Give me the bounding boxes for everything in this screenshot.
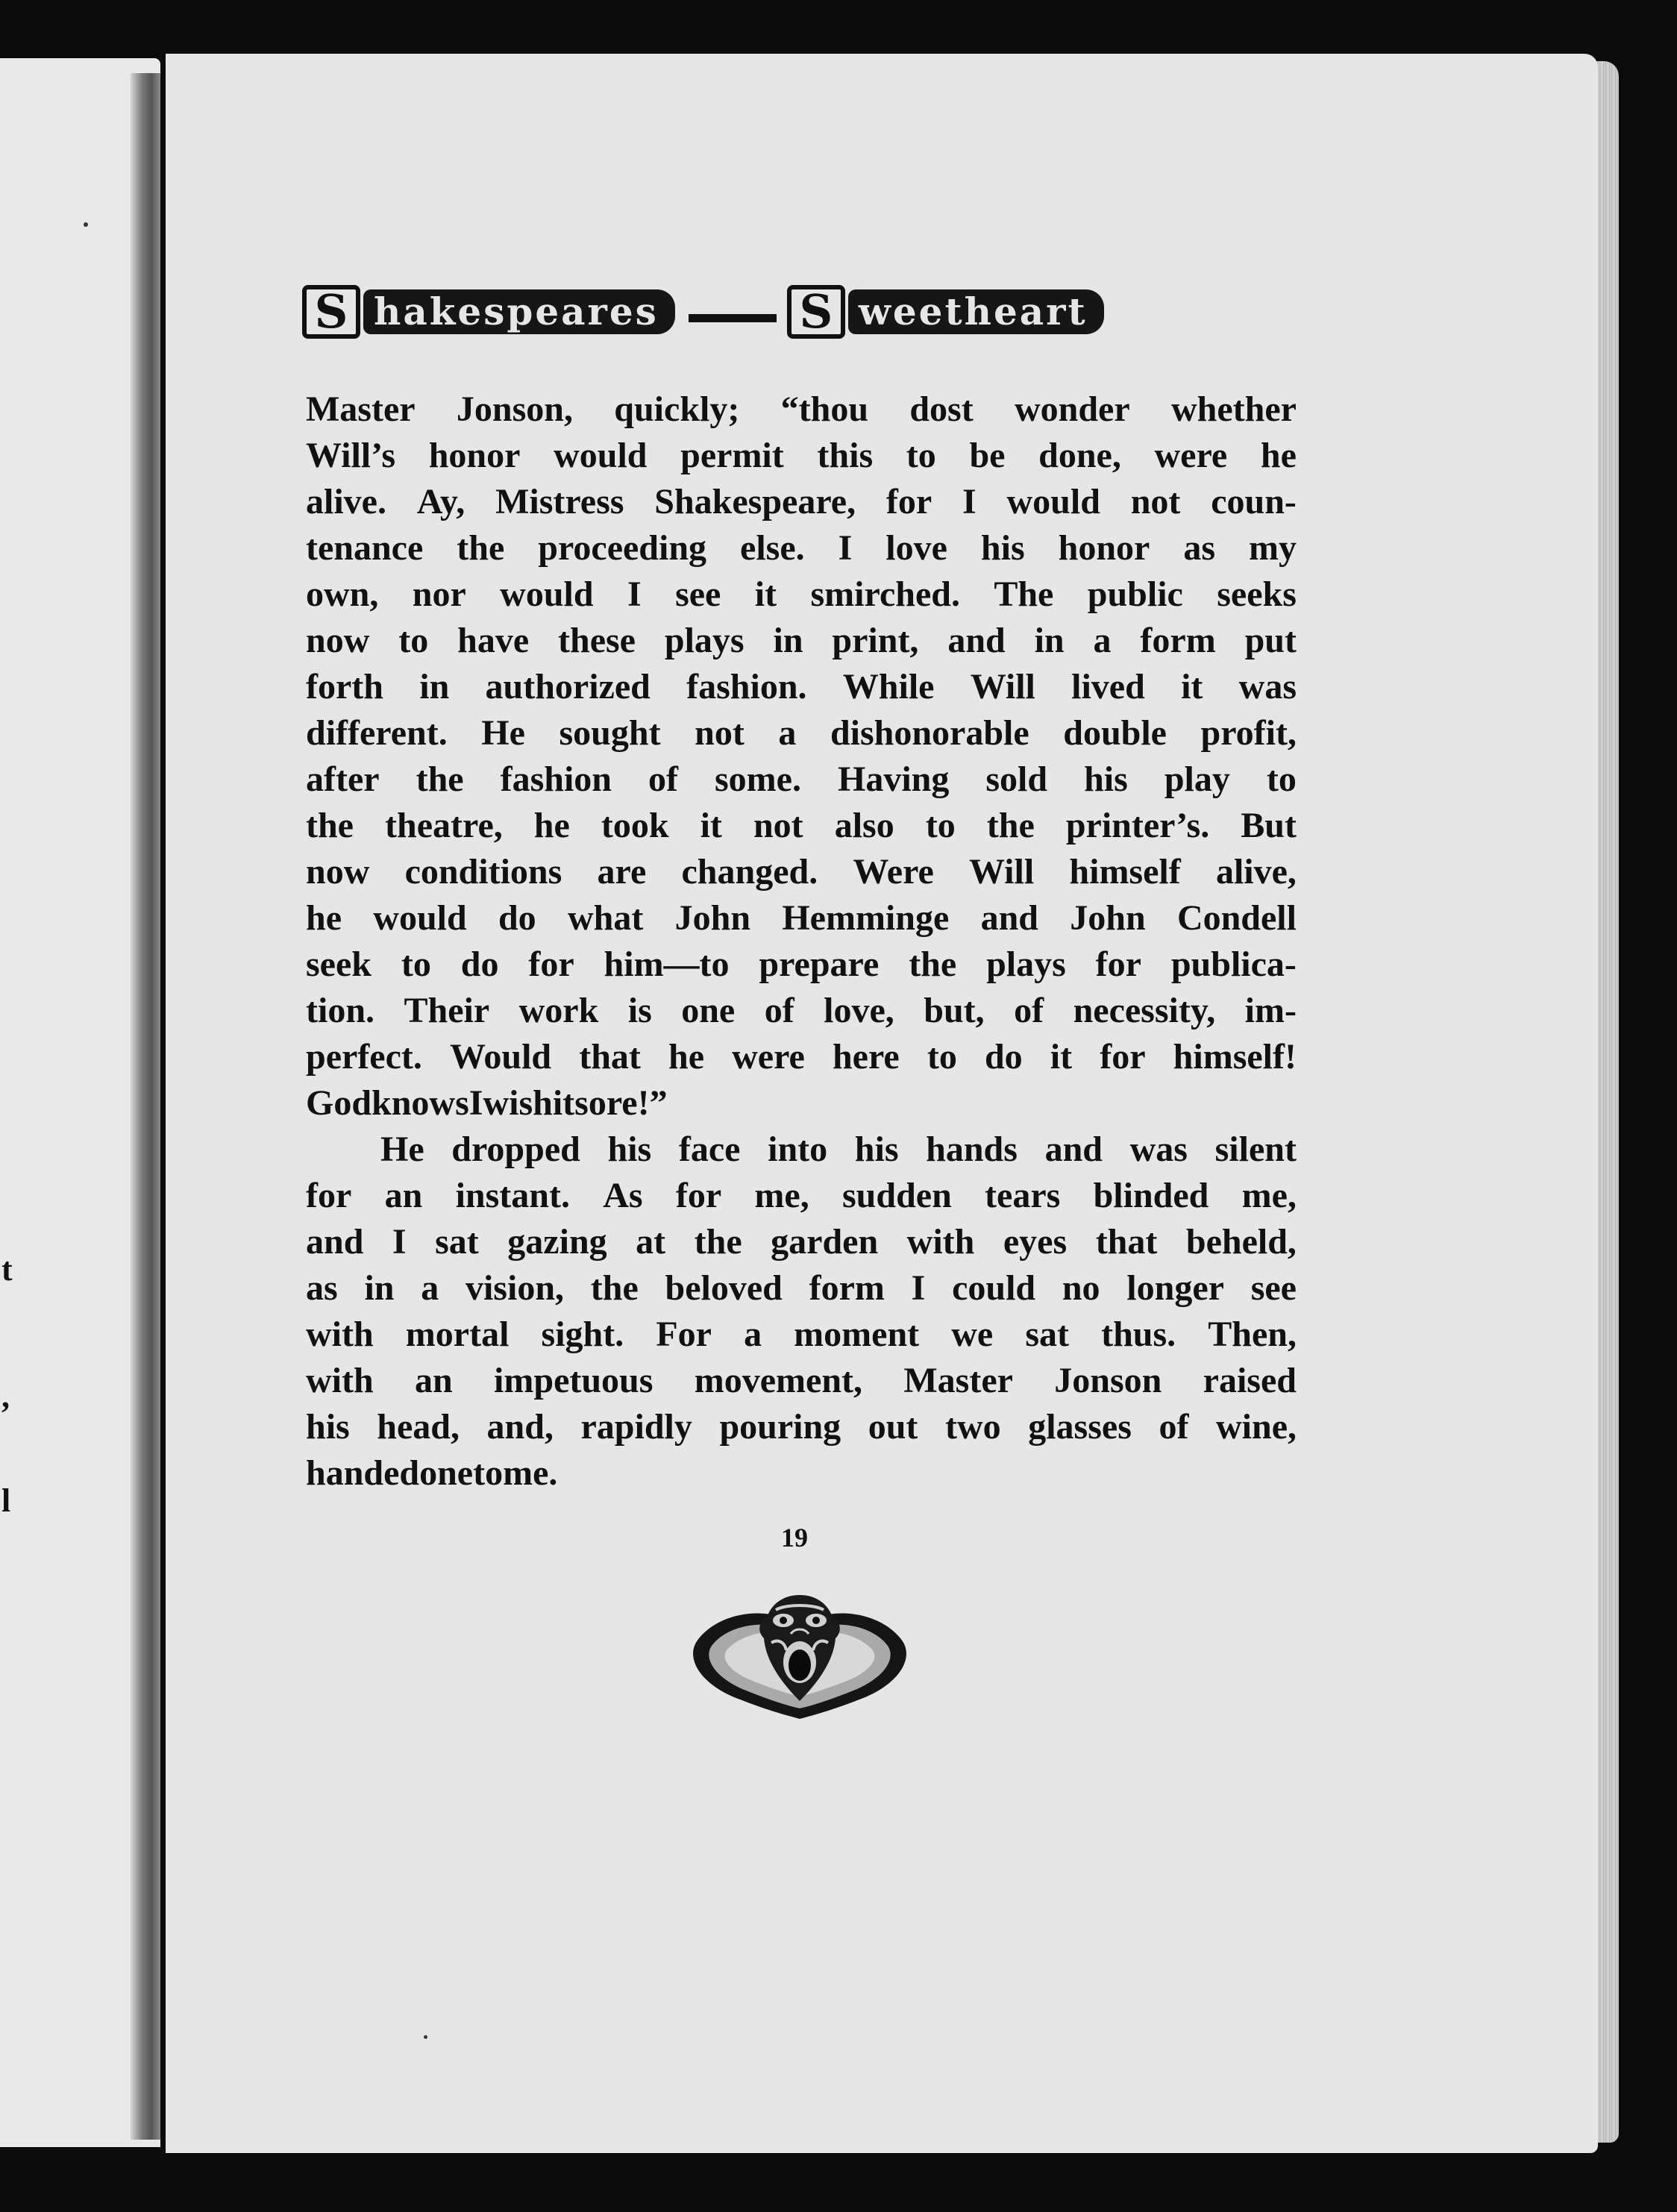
word: While bbox=[842, 667, 935, 706]
text-line bbox=[306, 1034, 1297, 1080]
word: to bbox=[473, 1453, 504, 1493]
word: alive. bbox=[306, 482, 386, 521]
word: of bbox=[764, 991, 794, 1030]
word: in bbox=[419, 667, 450, 706]
word: the bbox=[306, 806, 354, 845]
word: dropped bbox=[451, 1130, 580, 1169]
word: Will bbox=[970, 667, 1035, 706]
word: play bbox=[1164, 759, 1230, 799]
mask-ornament-icon bbox=[688, 1582, 912, 1723]
word: be bbox=[969, 436, 1006, 475]
text-line bbox=[306, 433, 1297, 479]
header-initial: S bbox=[302, 285, 360, 339]
word: not bbox=[1130, 482, 1181, 521]
word: an bbox=[384, 1176, 423, 1215]
word: blinded bbox=[1093, 1176, 1209, 1215]
print-speck bbox=[424, 2035, 427, 2039]
word: he bbox=[306, 898, 342, 938]
word: some. bbox=[715, 759, 801, 799]
word: do bbox=[984, 1037, 1023, 1077]
word: authorized bbox=[485, 667, 651, 706]
facing-page-fragment: t bbox=[1, 1251, 13, 1288]
word: put bbox=[1244, 621, 1297, 660]
word: would bbox=[500, 574, 594, 614]
word: is bbox=[627, 991, 652, 1030]
word: to bbox=[925, 806, 956, 845]
word: tears bbox=[985, 1176, 1061, 1215]
word: sight. bbox=[541, 1315, 624, 1354]
word: that bbox=[1095, 1222, 1158, 1262]
word: He bbox=[380, 1130, 424, 1169]
word: silent bbox=[1214, 1130, 1297, 1169]
word: Hemminge bbox=[782, 898, 950, 938]
word: face bbox=[678, 1130, 741, 1169]
word: He bbox=[481, 713, 525, 753]
word: garden bbox=[771, 1222, 879, 1262]
word: nor bbox=[412, 574, 466, 614]
word: love bbox=[885, 528, 947, 568]
text-line bbox=[306, 1450, 1297, 1497]
word: the bbox=[457, 528, 505, 568]
header-initial: S bbox=[787, 285, 845, 339]
facing-page bbox=[0, 58, 160, 2147]
word: longer bbox=[1126, 1268, 1224, 1308]
word: see bbox=[675, 574, 721, 614]
text-line bbox=[306, 1219, 1297, 1265]
word: in bbox=[364, 1268, 395, 1308]
word: Will bbox=[969, 852, 1035, 892]
word: to bbox=[906, 436, 936, 475]
word: not bbox=[753, 806, 803, 845]
word: would bbox=[373, 898, 467, 938]
word: “thou bbox=[780, 389, 869, 429]
word: necessity, bbox=[1073, 991, 1216, 1030]
word: sore!” bbox=[574, 1083, 668, 1123]
word: sudden bbox=[842, 1176, 952, 1215]
word: do bbox=[460, 944, 499, 984]
word: done, bbox=[1038, 436, 1121, 475]
word: pouring bbox=[719, 1407, 841, 1447]
word: his bbox=[854, 1130, 899, 1169]
header-word-sweetheart bbox=[787, 285, 1104, 339]
word: him—to bbox=[604, 944, 730, 984]
word: an bbox=[415, 1361, 453, 1400]
word: knows bbox=[372, 1083, 469, 1123]
facing-page-fragment: l bbox=[1, 1482, 11, 1519]
word: coun- bbox=[1211, 482, 1297, 521]
text-line bbox=[306, 1265, 1297, 1312]
word: one bbox=[419, 1453, 474, 1493]
word: wish bbox=[483, 1083, 553, 1123]
word: double bbox=[1063, 713, 1167, 753]
word: it bbox=[754, 574, 777, 614]
text-line bbox=[306, 386, 1297, 433]
word: with bbox=[306, 1361, 374, 1400]
word: no bbox=[1062, 1268, 1100, 1308]
word: proceeding bbox=[538, 528, 707, 568]
word: was bbox=[1238, 667, 1297, 706]
word: forth bbox=[306, 667, 383, 706]
word: Their bbox=[404, 991, 490, 1030]
word: after bbox=[306, 759, 380, 799]
text-line bbox=[306, 849, 1297, 895]
word: Mistress bbox=[495, 482, 624, 521]
word: Jonson bbox=[1054, 1361, 1162, 1400]
word: also bbox=[834, 806, 894, 845]
word: sat bbox=[435, 1222, 479, 1262]
word: conditions bbox=[404, 852, 562, 892]
word: own, bbox=[306, 574, 379, 614]
text-line bbox=[306, 1312, 1297, 1358]
word: gazing bbox=[507, 1222, 607, 1262]
word: else. bbox=[740, 528, 805, 568]
word: prepare bbox=[759, 944, 880, 984]
word: he bbox=[533, 806, 570, 845]
word: me, bbox=[1241, 1176, 1297, 1215]
word: tion. bbox=[306, 991, 375, 1030]
word: we bbox=[951, 1315, 994, 1354]
word: were bbox=[1154, 436, 1228, 475]
running-header bbox=[302, 275, 1294, 349]
word: see bbox=[1250, 1268, 1297, 1308]
word: himself bbox=[1069, 852, 1181, 892]
header-word-shakespeares bbox=[302, 285, 675, 339]
word: hands bbox=[926, 1130, 1018, 1169]
word: Will’s bbox=[306, 436, 396, 475]
word: and, bbox=[486, 1407, 554, 1447]
word: God bbox=[306, 1083, 372, 1123]
word: I bbox=[392, 1222, 407, 1262]
word: now bbox=[306, 621, 370, 660]
word: now bbox=[306, 852, 370, 892]
word: could bbox=[952, 1268, 1036, 1308]
word: what bbox=[567, 898, 644, 938]
header-word-rest: hakespeares bbox=[363, 289, 675, 334]
word: and bbox=[1044, 1130, 1103, 1169]
word: into bbox=[768, 1130, 828, 1169]
word: fashion bbox=[500, 759, 612, 799]
word: have bbox=[457, 621, 530, 660]
word: these bbox=[558, 621, 636, 660]
word: the bbox=[694, 1222, 742, 1262]
page-number: 19 bbox=[781, 1523, 808, 1553]
print-speck bbox=[84, 222, 88, 227]
word: raised bbox=[1203, 1361, 1297, 1400]
word: and bbox=[306, 1222, 364, 1262]
word: a bbox=[1093, 621, 1112, 660]
word: love, bbox=[824, 991, 894, 1030]
word: plays bbox=[664, 621, 745, 660]
word: As bbox=[603, 1176, 643, 1215]
word: dost bbox=[909, 389, 974, 429]
word: Then, bbox=[1208, 1315, 1297, 1354]
word: as bbox=[1183, 528, 1215, 568]
word: permit bbox=[680, 436, 784, 475]
word: whether bbox=[1170, 389, 1297, 429]
word: to bbox=[1266, 759, 1297, 799]
word: I bbox=[838, 528, 853, 568]
text-line bbox=[306, 618, 1297, 664]
word: this bbox=[817, 436, 874, 475]
word: not bbox=[695, 713, 745, 753]
text-line bbox=[306, 525, 1297, 571]
word: a bbox=[421, 1268, 439, 1308]
word: for bbox=[528, 944, 574, 984]
word: The bbox=[994, 574, 1054, 614]
word: Having bbox=[837, 759, 950, 799]
word: and bbox=[980, 898, 1038, 938]
word: to bbox=[398, 621, 429, 660]
word: quickly; bbox=[614, 389, 740, 429]
word: fashion. bbox=[686, 667, 807, 706]
word: me. bbox=[503, 1453, 558, 1493]
word: handed bbox=[306, 1453, 420, 1493]
text-line bbox=[306, 479, 1297, 525]
word: but, bbox=[924, 991, 985, 1030]
body-text bbox=[306, 386, 1297, 1497]
word: publica- bbox=[1170, 944, 1297, 984]
word: movement, bbox=[694, 1361, 863, 1400]
text-line bbox=[306, 1358, 1297, 1404]
word: his bbox=[980, 528, 1025, 568]
word: perfect. bbox=[306, 1037, 422, 1077]
text-line bbox=[306, 803, 1297, 849]
word: plays bbox=[986, 944, 1066, 984]
word: were bbox=[732, 1037, 805, 1077]
word: it bbox=[552, 1083, 575, 1123]
word: public bbox=[1087, 574, 1183, 614]
text-line bbox=[306, 756, 1297, 803]
word: form bbox=[809, 1268, 885, 1308]
word: seek bbox=[306, 944, 372, 984]
word: honor bbox=[1058, 528, 1150, 568]
word: sold bbox=[985, 759, 1048, 799]
word: in bbox=[773, 621, 803, 660]
word: as bbox=[306, 1268, 338, 1308]
text-line bbox=[306, 895, 1297, 941]
word: it bbox=[1181, 667, 1203, 706]
word: im- bbox=[1244, 991, 1297, 1030]
word: smirched. bbox=[810, 574, 960, 614]
header-dash bbox=[689, 314, 777, 322]
word: his bbox=[306, 1407, 350, 1447]
word: he bbox=[1260, 436, 1297, 475]
word: sat bbox=[1025, 1315, 1069, 1354]
word: But bbox=[1241, 806, 1297, 845]
word: Ay, bbox=[416, 482, 466, 521]
word: instant. bbox=[455, 1176, 570, 1215]
word: it bbox=[700, 806, 722, 845]
word: his bbox=[1084, 759, 1128, 799]
word: for bbox=[306, 1176, 352, 1215]
word: a bbox=[744, 1315, 762, 1354]
word: with bbox=[906, 1222, 975, 1262]
word: to bbox=[927, 1037, 957, 1077]
word: took bbox=[601, 806, 669, 845]
word: at bbox=[636, 1222, 666, 1262]
word: are bbox=[597, 852, 647, 892]
word: with bbox=[306, 1315, 374, 1354]
word: for bbox=[1100, 1037, 1146, 1077]
word: my bbox=[1248, 528, 1297, 568]
word: I bbox=[468, 1083, 483, 1123]
word: wine, bbox=[1216, 1407, 1297, 1447]
word: for bbox=[885, 482, 932, 521]
word: beloved bbox=[665, 1268, 783, 1308]
word: and bbox=[947, 621, 1006, 660]
text-line bbox=[306, 1127, 1297, 1173]
text-line bbox=[306, 1080, 1297, 1127]
word: beheld, bbox=[1185, 1222, 1297, 1262]
word: seeks bbox=[1217, 574, 1297, 614]
word: thus. bbox=[1101, 1315, 1176, 1354]
word: one bbox=[681, 991, 736, 1030]
word: Master bbox=[306, 389, 416, 429]
word: here bbox=[832, 1037, 900, 1077]
word: moment bbox=[794, 1315, 920, 1354]
word: profit, bbox=[1200, 713, 1297, 753]
word: to bbox=[401, 944, 431, 984]
word: lived bbox=[1071, 667, 1145, 706]
word: the bbox=[909, 944, 957, 984]
word: head, bbox=[377, 1407, 460, 1447]
word: his bbox=[607, 1130, 652, 1169]
word: that bbox=[579, 1037, 641, 1077]
word: would bbox=[554, 436, 648, 475]
word: rapidly bbox=[580, 1407, 692, 1447]
text-line bbox=[306, 664, 1297, 710]
text-line bbox=[306, 941, 1297, 988]
text-line bbox=[306, 1404, 1297, 1450]
word: sought bbox=[559, 713, 661, 753]
word: the bbox=[986, 806, 1035, 845]
word: it bbox=[1050, 1037, 1073, 1077]
word: he bbox=[668, 1037, 705, 1077]
text-line bbox=[306, 710, 1297, 756]
word: work bbox=[518, 991, 599, 1030]
word: eyes bbox=[1003, 1222, 1068, 1262]
word: wonder bbox=[1015, 389, 1130, 429]
word: would bbox=[1006, 482, 1100, 521]
word: For bbox=[656, 1315, 712, 1354]
word: Condell bbox=[1176, 898, 1297, 938]
word: Would bbox=[450, 1037, 552, 1077]
word: a bbox=[778, 713, 797, 753]
word: theatre, bbox=[385, 806, 503, 845]
word: alive, bbox=[1215, 852, 1297, 892]
word: print, bbox=[832, 621, 919, 660]
word: Master bbox=[903, 1361, 1013, 1400]
word: tenance bbox=[306, 528, 424, 568]
word: John bbox=[1070, 898, 1146, 938]
facing-page-fragment: , bbox=[1, 1378, 10, 1414]
word: the bbox=[416, 759, 464, 799]
word: vision, bbox=[465, 1268, 565, 1308]
word: of bbox=[648, 759, 678, 799]
word: printer’s. bbox=[1065, 806, 1210, 845]
word: form bbox=[1140, 621, 1216, 660]
word: of bbox=[1159, 1407, 1189, 1447]
word: different. bbox=[306, 713, 448, 753]
word: of bbox=[1014, 991, 1044, 1030]
word: for bbox=[1095, 944, 1141, 984]
word: Were bbox=[853, 852, 934, 892]
word: John bbox=[674, 898, 751, 938]
word: I bbox=[627, 574, 642, 614]
word: himself! bbox=[1173, 1037, 1297, 1077]
word: the bbox=[590, 1268, 639, 1308]
word: glasses bbox=[1028, 1407, 1132, 1447]
word: in bbox=[1034, 621, 1065, 660]
word: do bbox=[498, 898, 536, 938]
text-line bbox=[306, 988, 1297, 1034]
word: for bbox=[675, 1176, 722, 1215]
word: was bbox=[1129, 1130, 1188, 1169]
text-line bbox=[306, 1173, 1297, 1219]
word: I bbox=[962, 482, 977, 521]
word: Shakespeare, bbox=[654, 482, 856, 521]
word: out bbox=[868, 1407, 918, 1447]
word: I bbox=[911, 1268, 926, 1308]
text-line bbox=[306, 571, 1297, 618]
book-gutter bbox=[131, 73, 160, 2140]
word: two bbox=[944, 1407, 1001, 1447]
word: honor bbox=[428, 436, 521, 475]
word: changed. bbox=[681, 852, 818, 892]
word: impetuous bbox=[494, 1361, 653, 1400]
word: me, bbox=[754, 1176, 809, 1215]
header-word-rest: weetheart bbox=[848, 289, 1104, 334]
word: mortal bbox=[405, 1315, 510, 1354]
word: Jonson, bbox=[456, 389, 573, 429]
word: dishonorable bbox=[830, 713, 1029, 753]
